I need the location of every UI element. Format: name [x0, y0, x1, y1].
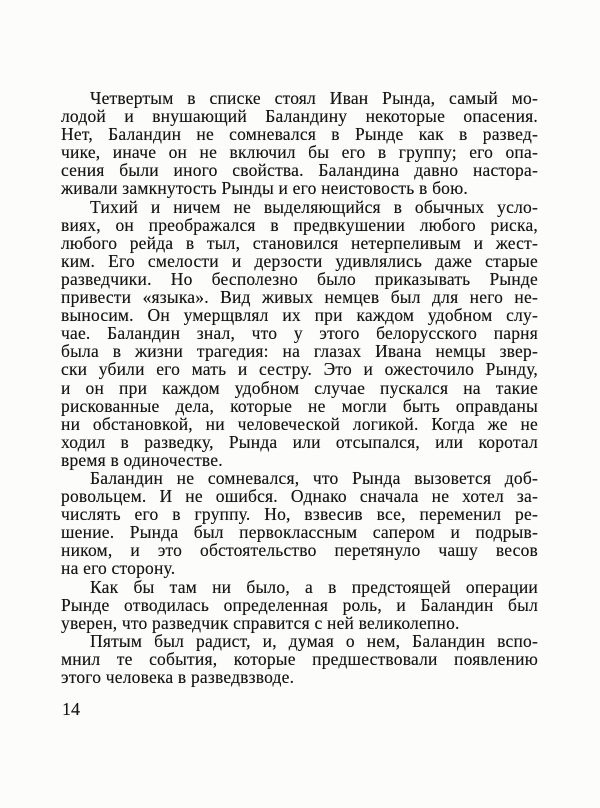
- text-line: сения были иного свойства. Баландина давно настора-: [61, 160, 538, 181]
- text-line: рискованные дела, которые не могли быть оправданы: [61, 395, 538, 416]
- text-line: Тихий и ничем не выделяющийся в обычных усло-: [90, 196, 538, 217]
- text-line: шение. Рында был первоклассным сапером и подрыв-: [61, 522, 538, 543]
- text-line: ровольцем. И не ошибся. Однако сначала не хотел за-: [61, 486, 538, 507]
- text-line: Пятым был радист, и, думая о нем, Баландин вспо-: [90, 630, 538, 651]
- text-line: ски убили его мать и сестру. Это и ожесточило Рынду,: [61, 359, 538, 380]
- paragraph-4: [61, 578, 538, 632]
- text-block: [61, 0, 538, 686]
- text-line: любого рейда в тыл, становился нетерпеливым и жест-: [61, 232, 538, 253]
- page-number: 14: [62, 699, 80, 719]
- paragraph-2: [61, 198, 538, 469]
- text-line: чае. Баландин знал, что у этого белорусского парня: [61, 323, 538, 344]
- text-line: время в одиночестве.: [61, 449, 223, 470]
- paragraph-5: [61, 632, 538, 686]
- text-line: Баландин не сомневался, что Рында вызовется доб-: [90, 467, 538, 488]
- text-line: была в жизни трагедия: на глазах Ивана немцы звер-: [61, 341, 538, 362]
- text-line: ким. Его смелости и дерзости удивлялись даже старые: [61, 250, 538, 271]
- text-line: живали замкнутость Рынды и его неистовость в бою.: [61, 178, 468, 199]
- text-line: числять его в группу. Но, взвесив все, переменил ре-: [61, 504, 538, 525]
- text-line: чике, иначе он не включил бы его в группу; его опа-: [61, 142, 538, 163]
- text-line: виях, он преображался в предвкушении любого риска,: [61, 214, 538, 235]
- text-line: мнил те события, которые предшествовали появлению: [61, 648, 538, 669]
- text-line: разведчики. Но бесполезно было приказывать Рынде: [61, 268, 538, 289]
- text-line: выносим. Он умерщвлял их при каждом удобном слу-: [61, 305, 538, 326]
- text-line: Как бы там ни было, а в предстоящей операции: [90, 576, 538, 597]
- paragraph-1: [61, 89, 538, 198]
- text-line: лодой и внушающий Баландину некоторые опасения.: [61, 106, 538, 127]
- text-line: Рынде отводилась определенная роль, и Баландин был: [61, 594, 538, 615]
- text-line: ходил в разведку, Рында или отсыпался, или коротал: [61, 431, 538, 452]
- paragraph-3: [61, 469, 538, 578]
- text-line: Нет, Баландин не сомневался в Рынде как в развед-: [61, 124, 538, 145]
- text-line: этого человека в разведвзводе.: [61, 667, 295, 687]
- text-line: и он при каждом удобном случае пускался на такие: [61, 377, 538, 398]
- text-line: Четвертым в списке стоял Иван Рында, самый мо-: [90, 88, 538, 108]
- text-line: ником, и это обстоятельство перетянуло чашу весов: [61, 540, 538, 561]
- text-line: ни обстановкой, ни человеческой логикой. Когда же не: [61, 413, 538, 434]
- text-line: на его сторону.: [61, 558, 176, 579]
- text-line: уверен, что разведчик справится с ней великолепно.: [61, 612, 460, 633]
- text-line: привести «языка». Вид живых немцев был для него не-: [61, 287, 538, 308]
